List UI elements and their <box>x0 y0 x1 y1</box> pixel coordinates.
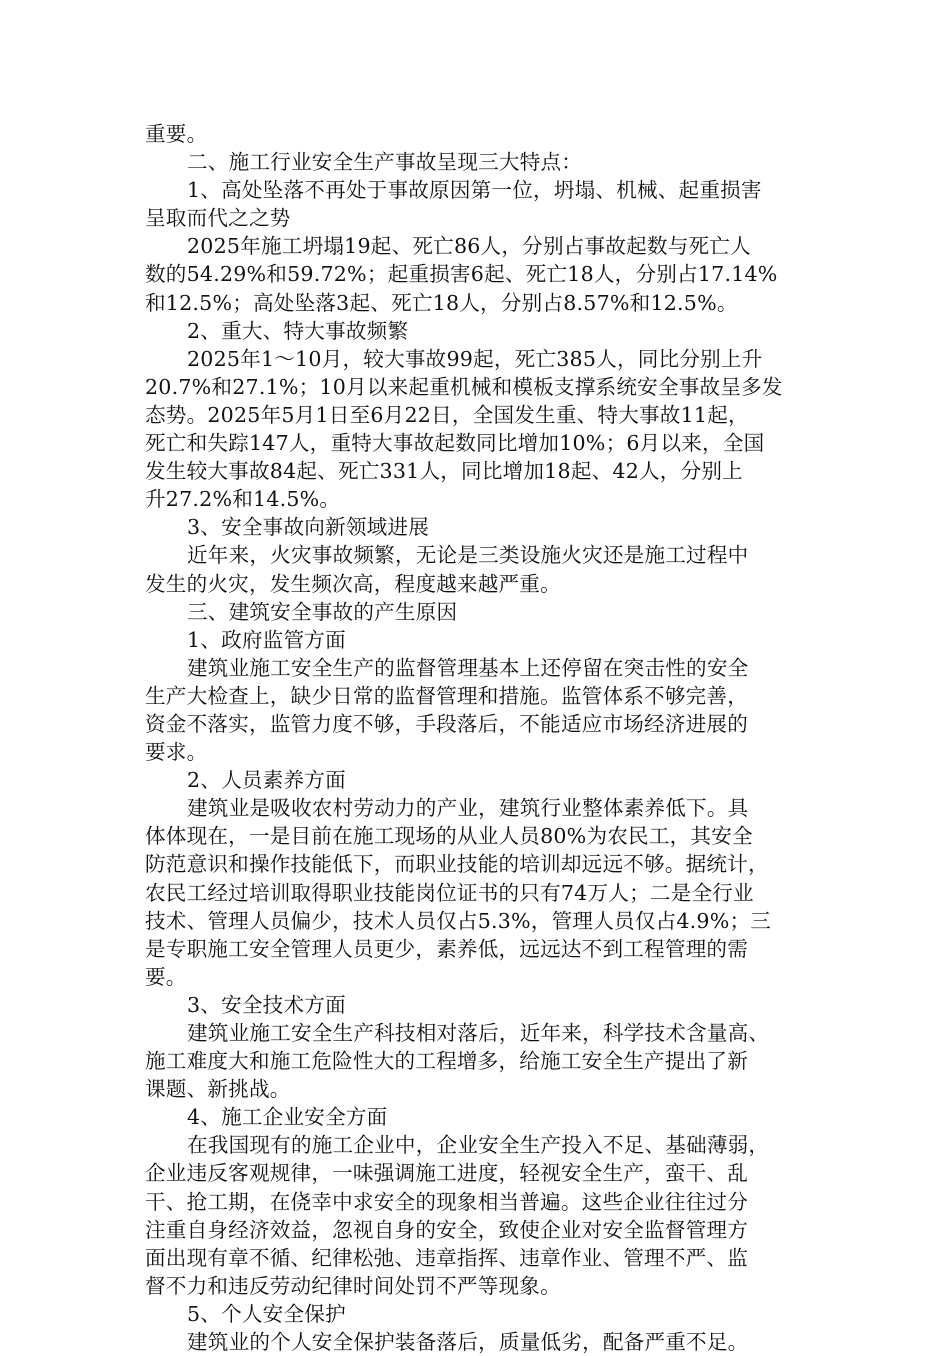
text-line: 发生的火灾，发生频次高，程度越来越严重。 <box>145 571 561 596</box>
text-line: 5、个人安全保护 <box>187 1301 346 1326</box>
text-line: 是专职施工安全管理人员更少，素养低，远远达不到工程管理的需 <box>145 936 749 961</box>
text-line: 数的54.29%和59.72%；起重损害6起、死亡18人，分别占17.14% <box>145 262 778 287</box>
text-line: 3、安全事故向新领域进展 <box>187 515 430 540</box>
text-line: 生产大检查上，缺少日常的监督管理和措施。监管体系不够完善， <box>145 683 749 708</box>
text-line: 升27.2%和14.5%。 <box>145 487 341 512</box>
text-line: 1、高处坠落不再处于事故原因第一位，坍塌、机械、起重损害 <box>187 178 762 203</box>
text-line: 呈取而代之之势 <box>145 206 291 231</box>
text-line: 课题、新挑战。 <box>145 1077 291 1102</box>
text-line: 和12.5%；高处坠落3起、死亡18人，分别占8.57%和12.5%。 <box>145 290 738 315</box>
text-line: 体体现在，一是目前在施工现场的从业人员80%为农民工，其安全 <box>145 824 753 849</box>
text-line: 建筑业施工安全生产的监督管理基本上还停留在突击性的安全 <box>187 655 749 680</box>
text-line: 面出现有章不循、纪律松弛、违章指挥、违章作业、管理不严、监 <box>145 1245 749 1270</box>
text-line: 4、施工企业安全方面 <box>187 1105 388 1130</box>
text-line: 重要。 <box>145 122 208 146</box>
text-line: 1、政府监管方面 <box>187 627 346 652</box>
document-page <box>145 120 805 1356</box>
text-line: 要求。 <box>145 740 208 765</box>
text-line: 防范意识和操作技能低下，而职业技能的培训却远远不够。据统计， <box>145 852 769 877</box>
text-line: 态势。2025年5月1日至6月22日，全国发生重、特大事故11起， <box>145 402 749 427</box>
text-line: 农民工经过培训取得职业技能岗位证书的只有74万人；二是全行业 <box>145 880 754 905</box>
text-line: 3、安全技术方面 <box>187 992 346 1017</box>
text-line: 资金不落实，监管力度不够，手段落后，不能适应市场经济进展的 <box>145 711 749 736</box>
text-line: 三、建筑安全事故的产生原因 <box>187 599 458 624</box>
text-line: 注重自身经济效益，忽视自身的安全，致使企业对安全监督管理方 <box>145 1217 749 1242</box>
text-line: 2、重大、特大事故频繁 <box>187 318 409 343</box>
text-line: 死亡和失踪147人，重特大事故起数同比增加10%；6月以来，全国 <box>145 431 765 456</box>
text-line: 干、抢工期，在侥幸中求安全的现象相当普遍。这些企业往往过分 <box>145 1189 749 1214</box>
text-line: 建筑业施工安全生产科技相对落后，近年来，科学技术含量高、 <box>187 1021 770 1045</box>
text-line: 2025年施工坍塌19起、死亡86人，分别占事故起数与死亡人 <box>187 234 751 259</box>
text-line: 技术、管理人员偏少，技术人员仅占5.3%，管理人员仅占4.9%；三 <box>145 908 772 933</box>
text-line: 施工难度大和施工危险性大的工程增多，给施工安全生产提出了新 <box>145 1049 749 1074</box>
text-line: 在我国现有的施工企业中，企业安全生产投入不足、基础薄弱， <box>187 1133 770 1158</box>
text-line: 建筑业是吸收农村劳动力的产业，建筑行业整体素养低下。具 <box>187 796 749 821</box>
text-line: 2025年1～10月，较大事故99起，死亡385人，同比分别上升 <box>187 346 763 371</box>
text-line: 二、施工行业安全生产事故呈现三大特点： <box>187 150 583 175</box>
text-line: 2、人员素养方面 <box>187 768 346 793</box>
text-line: 要。 <box>145 964 187 989</box>
text-line: 近年来，火灾事故频繁，无论是三类设施火灾还是施工过程中 <box>187 543 749 568</box>
text-line: 建筑业的个人安全保护装备落后，质量低劣，配备严重不足。 <box>187 1330 749 1355</box>
text-line: 发生较大事故84起、死亡331人，同比增加18起、42人，分别上 <box>145 459 743 484</box>
text-line: 20.7%和27.1%；10月以来起重机械和模板支撑系统安全事故呈多发 <box>145 374 783 399</box>
text-line: 企业违反客观规律，一味强调施工进度，轻视安全生产，蛮干、乱 <box>145 1161 749 1186</box>
text-line: 督不力和违反劳动纪律时间处罚不严等现象。 <box>145 1273 561 1298</box>
